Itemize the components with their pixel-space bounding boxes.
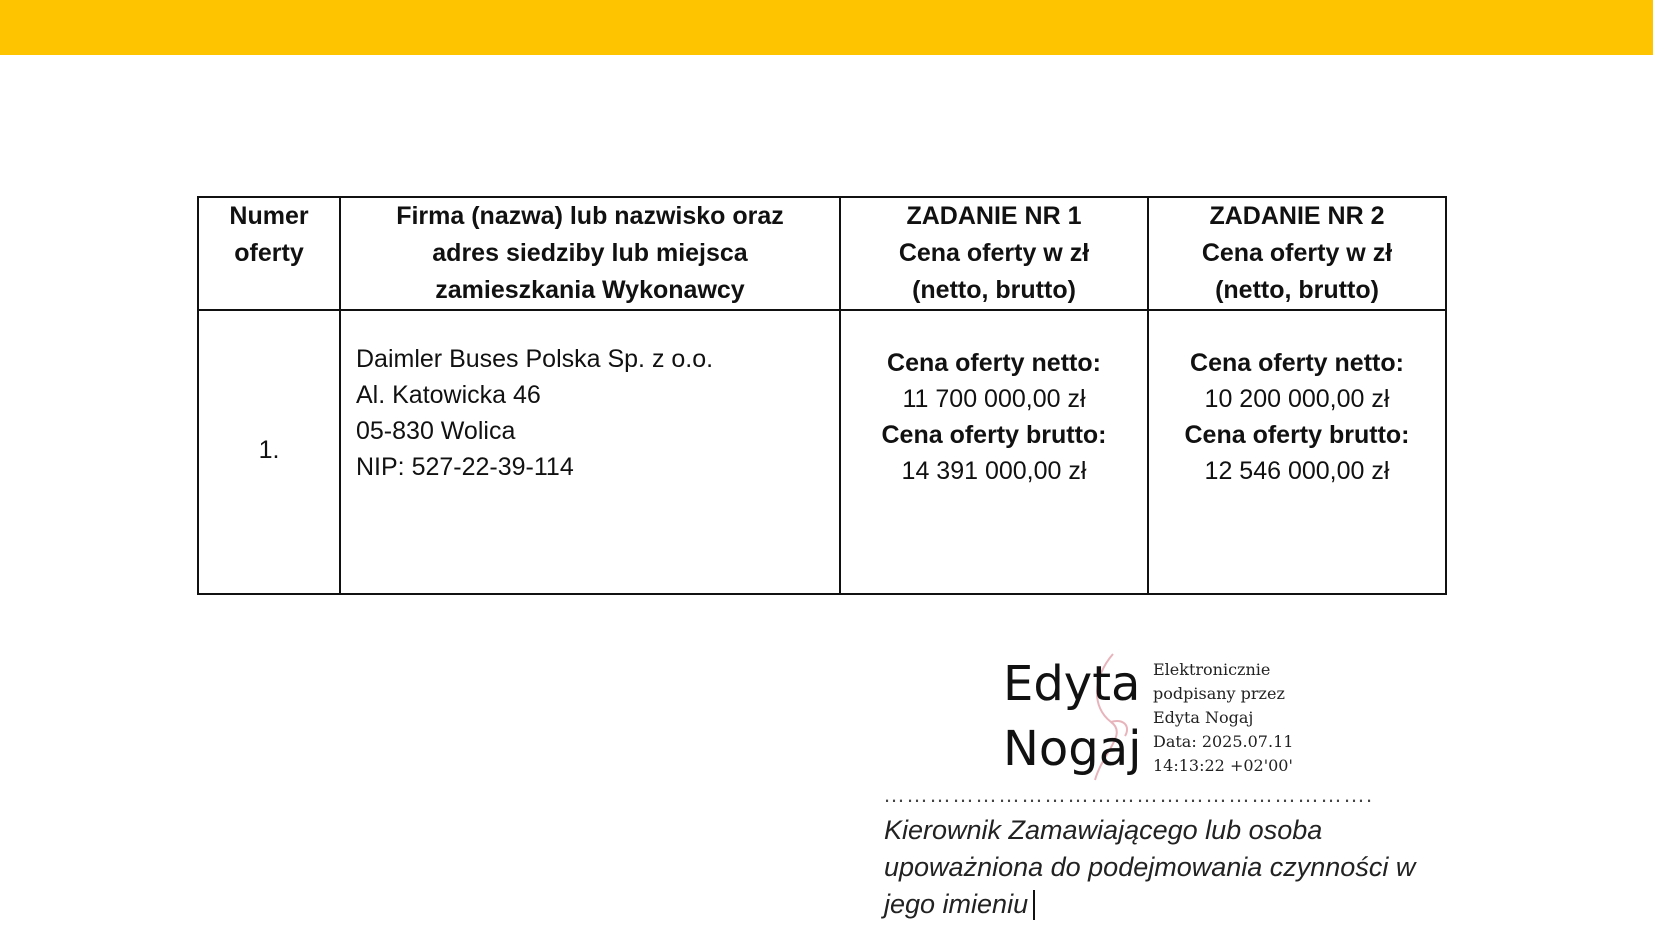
role-line: upoważniona do podejmowania czynności w <box>884 852 1416 882</box>
signer-first-name: Edyta <box>1003 656 1141 712</box>
header-line: Numer <box>229 202 309 230</box>
electronic-signature <box>1003 652 1423 782</box>
header-line: (netto, brutto) <box>912 276 1076 304</box>
signature-detail-line: podpisany przez <box>1153 684 1285 703</box>
signer-role-caption <box>884 812 1464 923</box>
net-price-label: Cena oferty netto: <box>1190 349 1404 377</box>
header-line: oferty <box>234 239 304 267</box>
header-line: zamieszkania Wykonawcy <box>435 276 745 304</box>
table-row <box>198 310 1446 594</box>
gross-price-value: 12 546 000,00 zł <box>1204 457 1390 485</box>
signature-date: Data: 2025.07.11 <box>1153 732 1294 751</box>
role-line: jego imieniu <box>884 889 1029 919</box>
signature-detail-line: Elektronicznie <box>1153 660 1271 679</box>
offers-table <box>197 196 1447 595</box>
company-name: Daimler Buses Polska Sp. z o.o. <box>356 345 714 373</box>
header-task-1 <box>840 197 1148 310</box>
signature-detail-line: Edyta Nogaj <box>1153 708 1254 727</box>
offer-number-cell: 1. <box>198 310 340 594</box>
net-price-value: 11 700 000,00 zł <box>902 385 1086 413</box>
header-task-2 <box>1148 197 1446 310</box>
net-price-value: 10 200 000,00 zł <box>1204 385 1390 413</box>
company-cell <box>340 310 840 594</box>
company-nip: NIP: 527-22-39-114 <box>356 453 574 481</box>
signer-last-name: Nogaj <box>1003 721 1142 777</box>
header-line: Firma (nazwa) lub nazwisko oraz <box>396 202 784 230</box>
task-2-price-cell <box>1148 310 1446 594</box>
header-line: Cena oferty w zł <box>1201 239 1393 267</box>
company-street: Al. Katowicka 46 <box>356 381 541 409</box>
company-city: 05-830 Wolica <box>356 417 516 445</box>
header-line: ZADANIE NR 1 <box>906 202 1082 230</box>
signer-name <box>1003 652 1163 782</box>
table-header-row <box>198 197 1446 310</box>
text-cursor <box>1033 890 1035 920</box>
top-accent-bar <box>0 0 1653 55</box>
gross-price-value: 14 391 000,00 zł <box>901 457 1087 485</box>
header-line: (netto, brutto) <box>1215 276 1379 304</box>
header-offer-number <box>198 197 340 310</box>
gross-price-label: Cena oferty brutto: <box>1184 421 1410 449</box>
signature-time: 14:13:22 +02'00' <box>1153 756 1293 775</box>
header-line: Cena oferty w zł <box>898 239 1090 267</box>
role-line: Kierownik Zamawiającego lub osoba <box>884 815 1323 845</box>
header-line: adres siedziby lub miejsca <box>432 239 748 267</box>
net-price-label: Cena oferty netto: <box>887 349 1101 377</box>
task-1-price-cell <box>840 310 1148 594</box>
header-line: ZADANIE NR 2 <box>1209 202 1385 230</box>
signature-details <box>1153 658 1353 778</box>
gross-price-label: Cena oferty brutto: <box>881 421 1107 449</box>
signature-dotted-line: ………………………………………………………. <box>883 783 1374 807</box>
header-company <box>340 197 840 310</box>
